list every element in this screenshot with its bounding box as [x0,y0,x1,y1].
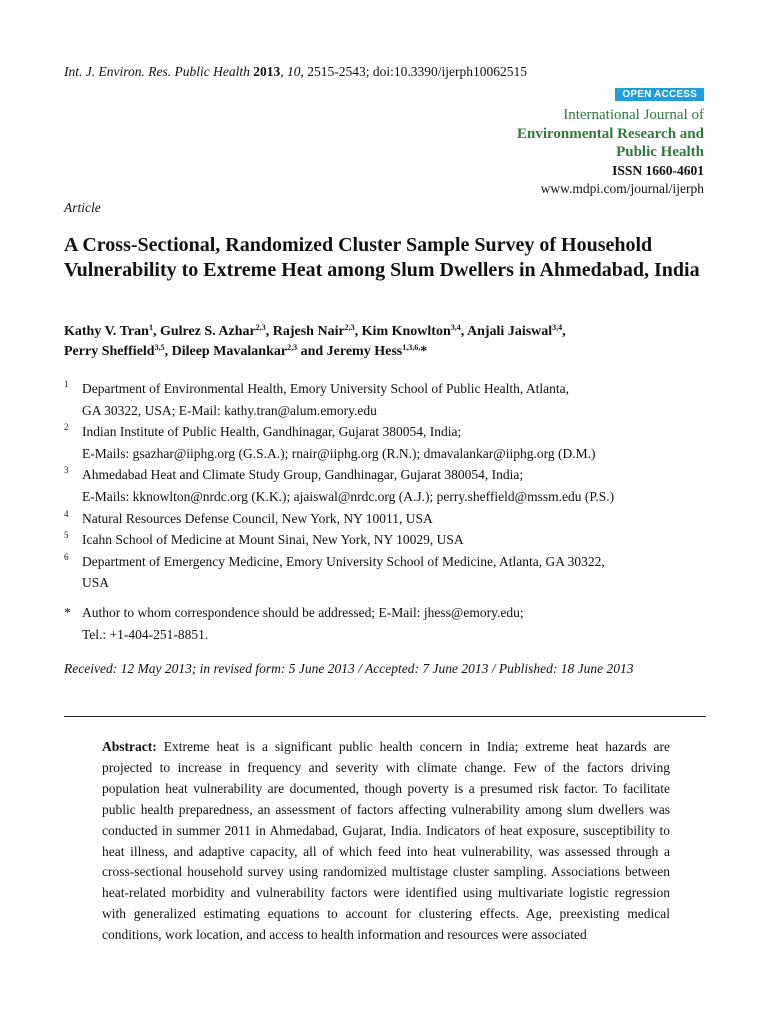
author-name: Kim Knowlton [361,324,451,339]
author-affil-sup: 1 [148,323,153,332]
open-access-badge: OPEN ACCESS [615,88,704,101]
citation-year: 2013 [253,64,281,79]
author-affil-sup: 3,5 [154,343,165,352]
abstract-text: Extreme heat is a significant public health concern in India; extreme heat hazards are projected to increase in frequency and severity with climate change. Few of the factors driving population heat vulnerability are documented, though poverty is a presumed risk factor. To facilitate public health preparedness, an assessment of factors affecting vulnerability among slum dwellers was conducted in summer 2011 in Ahmedabad, Gujarat, India. Indicators of heat exposure, susceptibility to heat illness, and adaptive capacity, all of which feed into heat vulnerability, was assessed through a cross-sectional household survey using randomized multistage cluster sampling. Associations between heat-related morbidity and vulnerability factors were identified using multivariate logistic regression with generalized estimating equations to account for clustering effects. Age, preexisting medical conditions, work location, and access to health information and resources were associated [102,739,671,943]
paper-title: A Cross-Sectional, Randomized Cluster Sample Survey of Household Vulnerability to Extreme Heat among Slum Dwellers in Ahmedabad, India [64,234,700,281]
author-name: Kathy V. Tran [64,324,149,339]
citation-pages: , 2515-2543; doi:10.3390/ijerph10062515 [300,64,527,79]
affiliations [64,378,714,594]
citation-line: Int. J. Environ. Res. Public Health 2013, 10, 2515-2543; doi:10.3390/ijerph10062515 [64,64,527,79]
author-list: Kathy V. Tran$^1$, Gulrez S. Azhar$^{2,3}$, Rajesh Nair$^{2,3}$, Kim Knowlton$^{3,4}$, Anjali Jaiswal$^{3,4}$, Perry Sheffield$^{3,5}$, Dileep Mavalankar$^{2,3}$ and Jeremy Hess$^{1,3,6,}$* [64,323,566,359]
affiliation-item: 3 Ahmedabad Heat and Climate Study Group, Gandhinagar, Gujarat 380054, India; E-Mails: kknowlton@nrdc.org (K.K.); ajaiswal@nrdc.org (A.J.); perry.sheffield@mssm.edu (P.S.) [64,465,615,504]
journal-url[interactable]: www.mdpi.com/journal/ijerph [540,181,704,196]
abstract-label: Abstract: [102,739,157,754]
journal-name-line1: International Journal of [563,107,704,123]
author-name: Perry Sheffield [64,344,155,359]
abstract [102,737,670,946]
correspondence-line2: Tel.: +1-404-251-8851. [82,626,209,642]
author-affil-sup: 2,3 [287,343,298,352]
journal-name-line2: Environmental Research and [517,125,704,142]
author-affil-sup: 3,4 [552,323,563,332]
citation-journal: Int. J. Environ. Res. Public Health [64,64,250,79]
journal-issn: ISSN 1660-4601 [612,162,704,178]
author-name: Jeremy Hess [326,344,403,359]
correspondence-star: * [64,605,71,620]
citation-volume: 10 [286,64,301,79]
author-affil-sup: 2,3 [255,323,266,332]
article-type: Article [64,200,101,215]
author-name: Anjali Jaiswal [466,324,553,339]
affiliation-item: 1 Department of Environmental Health, Emory University School of Public Health, Atlanta, GA 30322, USA; E-Mail: kathy.tran@alum.emory.edu [64,379,570,418]
publication-dates: Received: 12 May 2013; in revised form: 5 June 2013 / Accepted: 7 June 2013 / Published: 18 June 2013 [64,661,634,676]
correspondence-line1: Author to whom correspondence should be addressed; E-Mail: jhess@emory.edu; [82,605,524,620]
section-divider [64,716,706,717]
author-affil-sup: 1,3,6, [402,343,421,352]
journal-header [517,106,704,199]
author-name: Rajesh Nair [272,324,345,339]
author-name: Dileep Mavalankar [171,344,288,359]
correspondence-note [64,602,732,645]
affiliation-item: 6 Department of Emergency Medicine, Emory University School of Medicine, Atlanta, GA 30322, USA [64,551,605,591]
affiliation-item: 2 Indian Institute of Public Health, Gandhinagar, Gujarat 380054, India; E-Mails: gsazhar@iiphg.org (G.S.A.); rnair@iiphg.org (R.N.); dmavalankar@iiphg.org (D.M.) [64,422,596,461]
author-name: Gulrez S. Azhar [159,324,256,339]
author-affil-sup: 3,4 [450,323,461,332]
affiliation-item: 5 Icahn School of Medicine at Mount Sinai, New York, NY 10029, USA [64,530,464,548]
author-affil-sup: 2,3 [344,323,355,332]
affiliation-item: 4 Natural Resources Defense Council, New York, NY 10011, USA [64,508,433,526]
corresponding-star: * [420,344,428,359]
journal-name-line3: Public Health [616,144,704,160]
